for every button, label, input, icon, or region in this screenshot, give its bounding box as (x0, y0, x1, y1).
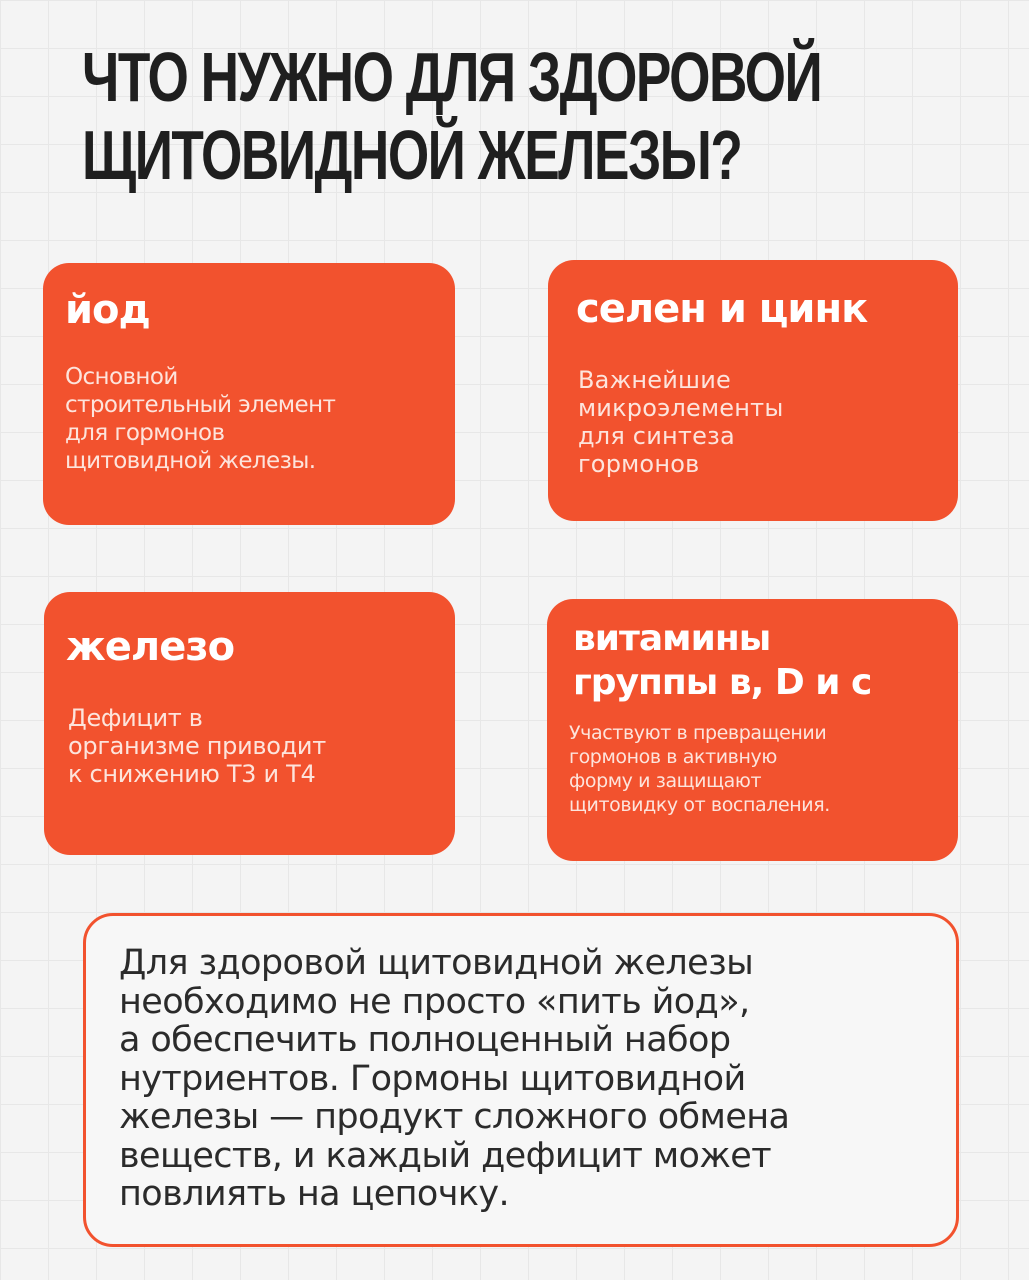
card-vitamins-desc-line: гормонов в активную (569, 746, 777, 768)
card-selenium-zinc (548, 260, 958, 521)
summary-line: веществ, и каждый дефицит может (119, 1135, 772, 1176)
card-vitamins-desc-line: форму и защищают (569, 770, 762, 792)
summary-line: Для здоровой щитовидной железы (119, 943, 754, 983)
card-vitamins-heading-line: витамины (573, 618, 771, 659)
summary-line: повлиять на цепочку. (119, 1174, 510, 1214)
summary-line: железы — продукт сложного обмена (119, 1097, 790, 1137)
card-selenium-zinc-desc-line: Важнейшие (578, 366, 731, 394)
page-title-line-1: ЧТО НУЖНО ДЛЯ ЗДОРОВОЙ (82, 38, 822, 116)
card-selenium-zinc-heading: селен и цинк (576, 286, 868, 332)
summary-line: а обеспечить полноценный набор (119, 1020, 731, 1060)
summary-line: необходимо не просто «пить йод», (119, 981, 750, 1022)
card-selenium-zinc-desc-line: микроэлементы (578, 394, 784, 422)
card-vitamins (547, 599, 958, 861)
card-iron-description (68, 704, 326, 788)
card-selenium-zinc-desc-line: для синтеза (578, 422, 735, 450)
card-selenium-zinc-description (578, 366, 784, 478)
page-title-line-2: ЩИТОВИДНОЙ ЖЕЛЕЗЫ? (82, 116, 742, 194)
card-selenium-zinc-desc-line: гормонов (578, 450, 700, 478)
card-iodine-desc-line: для гормонов (65, 420, 225, 446)
card-iron-desc-line: к снижению Т3 и Т4 (68, 760, 316, 788)
card-iodine-desc-line: строительный элемент (65, 392, 336, 418)
summary-line: нутриентов. Гормоны щитовидной (119, 1058, 746, 1099)
card-vitamins-desc-line: щитовидку от воспаления. (569, 794, 830, 816)
summary-box (83, 913, 959, 1247)
card-iodine-heading: йод (65, 287, 150, 333)
summary-text (119, 944, 789, 1214)
card-vitamins-heading-line: группы в, D и с (573, 662, 872, 703)
card-iodine-description (65, 363, 335, 475)
card-vitamins-desc-line: Участвуют в превращении (569, 722, 827, 744)
card-iron-desc-line: Дефицит в (68, 704, 203, 732)
card-iodine-desc-line: щитовидной железы. (65, 448, 316, 474)
card-iron-desc-line: организме приводит (68, 732, 326, 760)
card-iodine (43, 263, 455, 525)
card-vitamins-description (569, 721, 830, 817)
card-iron-heading: железо (66, 624, 235, 670)
card-iron (44, 592, 455, 855)
card-vitamins-heading (573, 617, 871, 705)
page-title (82, 38, 821, 194)
card-iodine-desc-line: Основной (65, 364, 178, 390)
